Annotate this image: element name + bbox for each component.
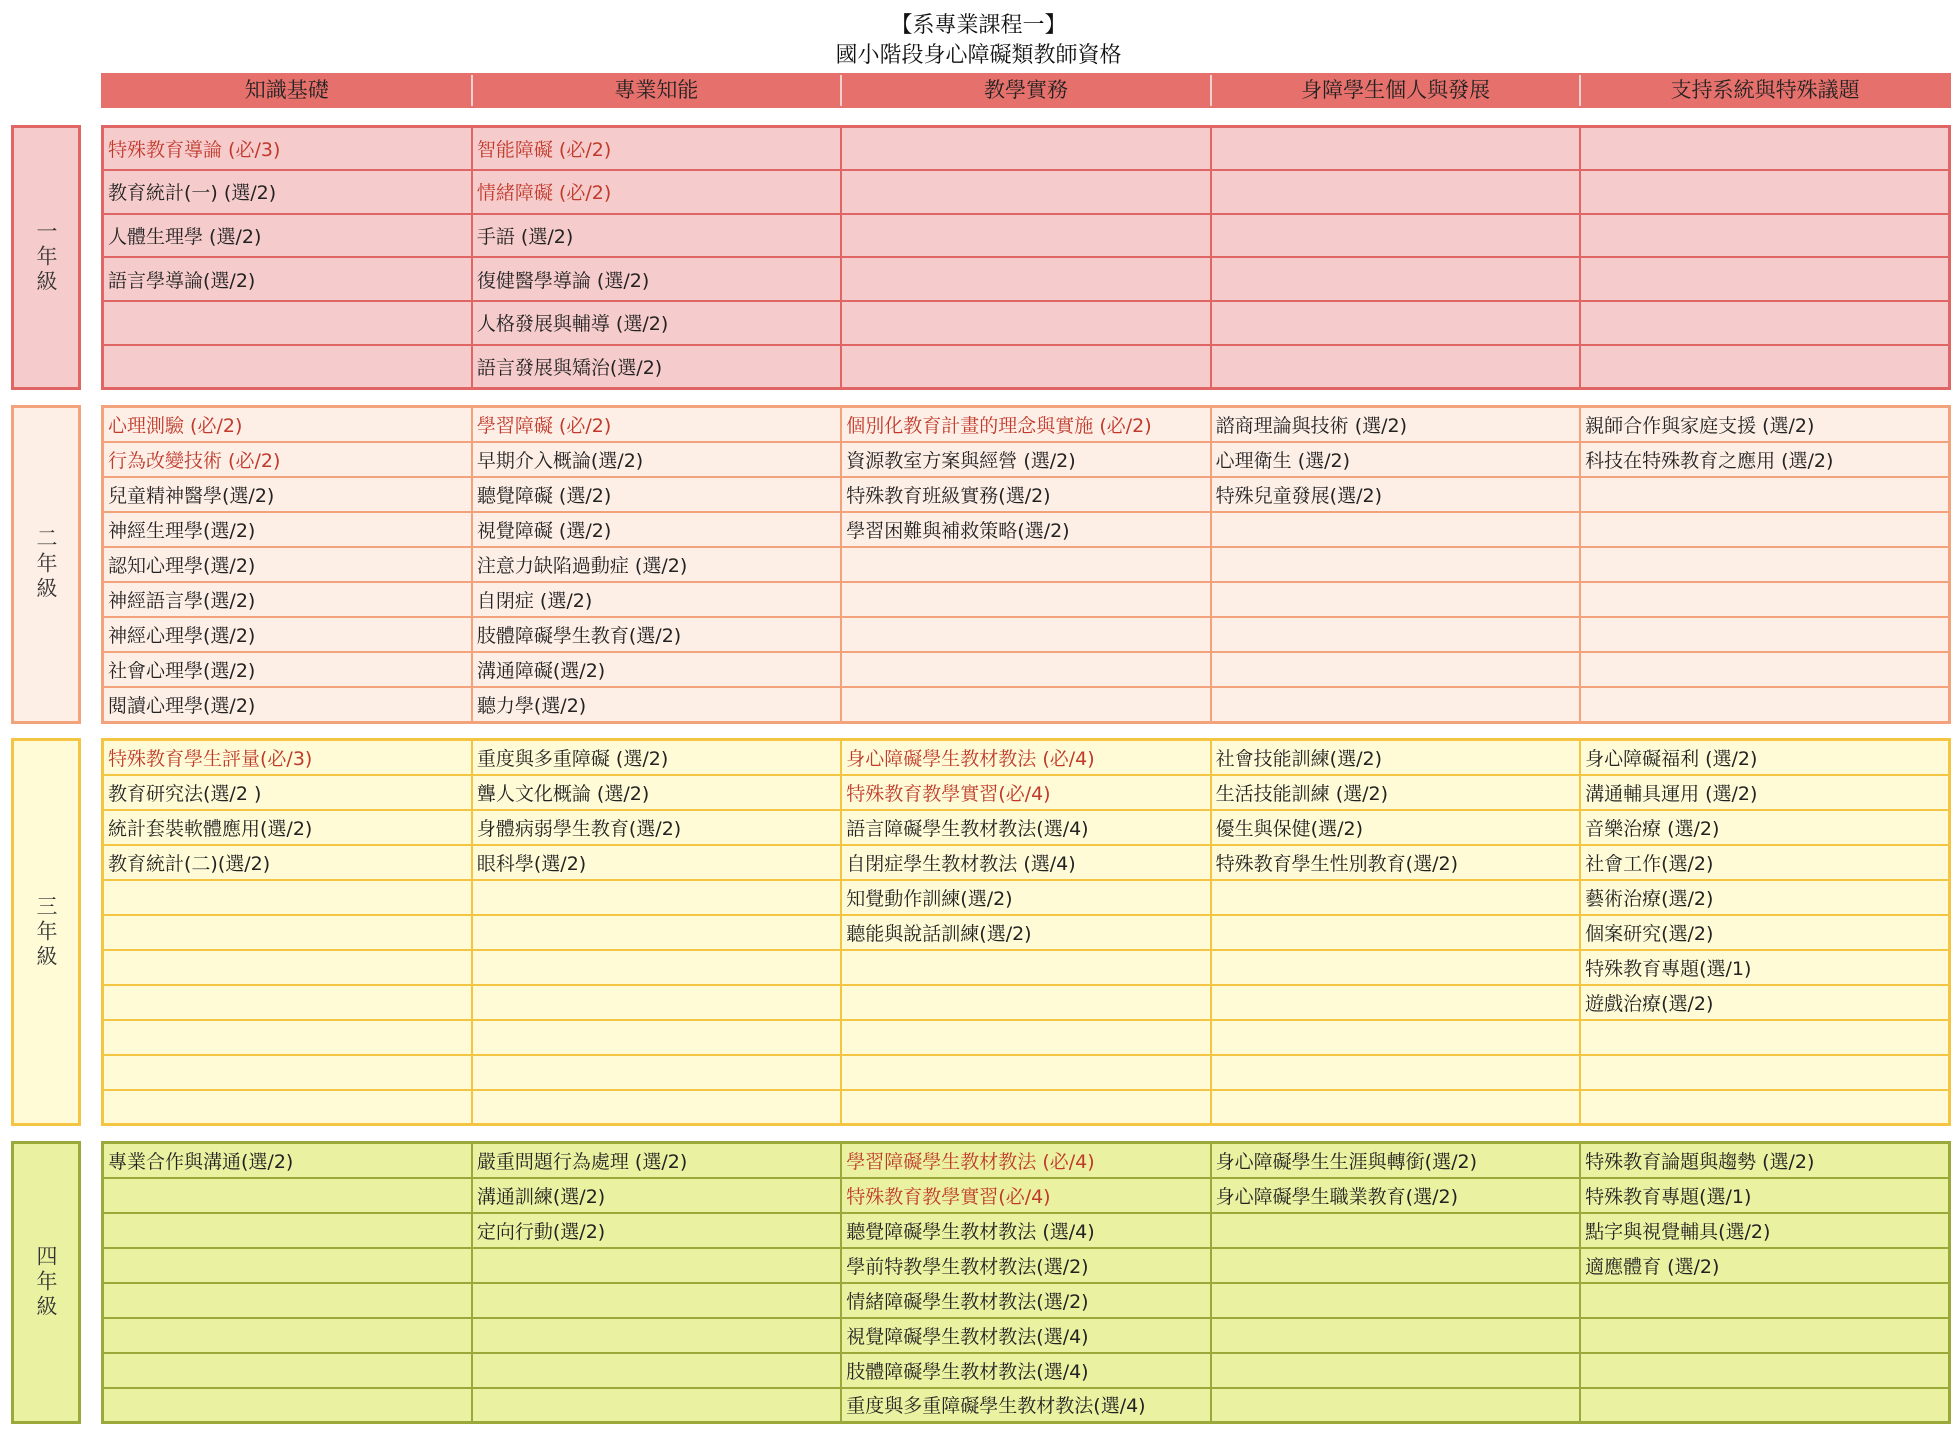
course-cell: 視覺障礙學生教材教法(選/4): [841, 1318, 1210, 1353]
course-cell: [1580, 1283, 1949, 1318]
course-cell: [1211, 345, 1580, 389]
course-cell: 教育統計(一) (選/2): [103, 170, 472, 214]
course-cell: 遊戲治療(選/2): [1580, 985, 1949, 1020]
course-cell: [841, 257, 1210, 301]
course-cell: 認知心理學(選/2): [103, 547, 472, 582]
course-cell: 肢體障礙學生教材教法(選/4): [841, 1353, 1210, 1388]
course-cell: [1211, 617, 1580, 652]
table-row: [103, 985, 1950, 1020]
year-label-text: 四年級: [34, 1245, 58, 1320]
table-row: [103, 442, 1950, 477]
column-header: 身障學生個人與發展: [1212, 75, 1582, 106]
year-label: [11, 738, 81, 1126]
course-cell: [1580, 687, 1949, 722]
course-cell: 個別化教育計畫的理念與實施 (必/2): [841, 407, 1210, 442]
course-cell: [1580, 477, 1949, 512]
title-bracket-line: 【系專業課程一】: [890, 13, 1067, 38]
course-cell: [472, 985, 841, 1020]
column-header: 教學實務: [842, 75, 1212, 106]
table-row: [103, 214, 1950, 258]
course-cell: 溝通訓練(選/2): [472, 1178, 841, 1213]
course-cell: 重度與多重障礙 (選/2): [472, 740, 841, 775]
course-cell: [1580, 345, 1949, 389]
course-cell: [1211, 1055, 1580, 1090]
table-row: [103, 1090, 1950, 1125]
course-cell: [103, 1388, 472, 1423]
course-cell: [103, 301, 472, 345]
course-cell: [841, 214, 1210, 258]
course-cell: 定向行動(選/2): [472, 1213, 841, 1248]
course-cell: 身心障礙學生教材教法 (必/4): [841, 740, 1210, 775]
column-header: 支持系統與特殊議題: [1670, 78, 1860, 102]
year-course-table: [101, 1141, 1951, 1424]
course-cell: 注意力缺陷過動症 (選/2): [472, 547, 841, 582]
course-cell: 身心障礙福利 (選/2): [1580, 740, 1949, 775]
course-cell: [472, 1318, 841, 1353]
course-cell: [1211, 687, 1580, 722]
course-cell: [1211, 512, 1580, 547]
course-cell: [1580, 1090, 1949, 1125]
table-row: [103, 950, 1950, 985]
table-row: [103, 617, 1950, 652]
course-cell: 復健醫學導論 (選/2): [472, 257, 841, 301]
course-cell: [1580, 617, 1949, 652]
table-row: [103, 810, 1950, 845]
course-cell: 音樂治療 (選/2): [1580, 810, 1949, 845]
course-cell: [103, 345, 472, 389]
course-cell: [472, 915, 841, 950]
course-cell: 教育研究法(選/2 ): [103, 775, 472, 810]
course-cell: 聽能與說話訓練(選/2): [841, 915, 1210, 950]
course-cell: [1211, 547, 1580, 582]
course-cell: 社會技能訓練(選/2): [1211, 740, 1580, 775]
course-cell: 特殊教育論題與趨勢 (選/2): [1580, 1143, 1949, 1178]
course-cell: 特殊教育導論 (必/3): [103, 127, 472, 171]
course-cell: [1211, 1388, 1580, 1423]
course-cell: 智能障礙 (必/2): [472, 127, 841, 171]
course-cell: 神經心理學(選/2): [103, 617, 472, 652]
course-cell: 諮商理論與技術 (選/2): [1211, 407, 1580, 442]
course-cell: [841, 687, 1210, 722]
table-row: [103, 257, 1950, 301]
course-cell: 兒童精神醫學(選/2): [103, 477, 472, 512]
table-row: [103, 127, 1950, 171]
course-cell: 社會工作(選/2): [1580, 845, 1949, 880]
course-cell: 特殊教育教學實習(必/4): [841, 775, 1210, 810]
course-cell: 科技在特殊教育之應用 (選/2): [1580, 442, 1949, 477]
course-cell: 學習困難與補救策略(選/2): [841, 512, 1210, 547]
course-cell: [1580, 301, 1949, 345]
course-cell: 生活技能訓練 (選/2): [1211, 775, 1580, 810]
column-header: 知識基礎: [103, 75, 473, 106]
course-cell: [841, 1055, 1210, 1090]
course-cell: 適應體育 (選/2): [1580, 1248, 1949, 1283]
course-cell: 嚴重問題行為處理 (選/2): [472, 1143, 841, 1178]
table-row: [103, 547, 1950, 582]
course-cell: 行為改變技術 (必/2): [103, 442, 472, 477]
course-cell: [1580, 1388, 1949, 1423]
table-row: [103, 915, 1950, 950]
course-cell: [1211, 1318, 1580, 1353]
course-cell: 心理測驗 (必/2): [103, 407, 472, 442]
course-cell: 語言發展與矯治(選/2): [472, 345, 841, 389]
course-cell: [841, 985, 1210, 1020]
course-cell: [103, 1283, 472, 1318]
course-cell: [1211, 1283, 1580, 1318]
course-cell: [1580, 127, 1949, 171]
course-cell: [1211, 1213, 1580, 1248]
table-row: [103, 1055, 1950, 1090]
table-row: [103, 1283, 1950, 1318]
course-cell: 身心障礙學生職業教育(選/2): [1211, 1178, 1580, 1213]
table-row: [103, 740, 1950, 775]
course-cell: [103, 880, 472, 915]
course-cell: [841, 1020, 1210, 1055]
course-cell: 聾人文化概論 (選/2): [472, 775, 841, 810]
course-cell: 人格發展與輔導 (選/2): [472, 301, 841, 345]
course-cell: [103, 1020, 472, 1055]
course-cell: [1211, 1353, 1580, 1388]
course-cell: 知覺動作訓練(選/2): [841, 880, 1210, 915]
year-label: [11, 1141, 81, 1424]
course-cell: 聽力學(選/2): [472, 687, 841, 722]
course-cell: 社會心理學(選/2): [103, 652, 472, 687]
course-cell: [103, 1213, 472, 1248]
course-cell: 專業合作與溝通(選/2): [103, 1143, 472, 1178]
course-cell: 學習障礙學生教材教法 (必/4): [841, 1143, 1210, 1178]
course-cell: [1580, 257, 1949, 301]
table-row: [103, 1318, 1950, 1353]
table-row: [103, 477, 1950, 512]
course-cell: [1580, 1318, 1949, 1353]
column-header: 專業知能: [473, 75, 843, 106]
course-cell: [1580, 1020, 1949, 1055]
table-row: [103, 1248, 1950, 1283]
table-row: [103, 687, 1950, 722]
course-cell: 藝術治療(選/2): [1580, 880, 1949, 915]
course-cell: 特殊教育學生評量(必/3): [103, 740, 472, 775]
course-cell: 神經生理學(選/2): [103, 512, 472, 547]
course-cell: 情緒障礙 (必/2): [472, 170, 841, 214]
course-cell: 特殊教育專題(選/1): [1580, 1178, 1949, 1213]
course-cell: 神經語言學(選/2): [103, 582, 472, 617]
course-cell: [1211, 1090, 1580, 1125]
year-course-table: [101, 738, 1951, 1126]
course-cell: [103, 1248, 472, 1283]
course-cell: [472, 1248, 841, 1283]
course-cell: [1211, 1248, 1580, 1283]
table-row: [103, 1178, 1950, 1213]
year-label: [11, 405, 81, 724]
course-cell: 閱讀心理學(選/2): [103, 687, 472, 722]
course-cell: [1211, 1020, 1580, 1055]
course-cell: [841, 617, 1210, 652]
table-row: [103, 301, 1950, 345]
course-cell: [841, 170, 1210, 214]
course-cell: 身體病弱學生教育(選/2): [472, 810, 841, 845]
course-cell: [841, 950, 1210, 985]
course-cell: 視覺障礙 (選/2): [472, 512, 841, 547]
course-cell: [1211, 582, 1580, 617]
course-cell: 優生與保健(選/2): [1211, 810, 1580, 845]
course-cell: [1211, 170, 1580, 214]
course-cell: [1580, 170, 1949, 214]
course-cell: 特殊教育學生性別教育(選/2): [1211, 845, 1580, 880]
course-cell: [1580, 214, 1949, 258]
course-cell: [841, 547, 1210, 582]
course-cell: 個案研究(選/2): [1580, 915, 1949, 950]
year-label-text: 二年級: [34, 527, 58, 602]
course-cell: 自閉症學生教材教法 (選/4): [841, 845, 1210, 880]
course-cell: [1211, 950, 1580, 985]
course-cell: [103, 1178, 472, 1213]
table-row: [103, 1143, 1950, 1178]
course-cell: 溝通障礙(選/2): [472, 652, 841, 687]
course-cell: [841, 582, 1210, 617]
course-cell: [841, 301, 1210, 345]
table-row: [103, 880, 1950, 915]
course-cell: [1211, 257, 1580, 301]
course-cell: 特殊教育專題(選/1): [1580, 950, 1949, 985]
course-cell: 點字與視覺輔具(選/2): [1580, 1213, 1949, 1248]
course-cell: [1580, 582, 1949, 617]
course-cell: [1580, 547, 1949, 582]
course-cell: 聽覺障礙 (選/2): [472, 477, 841, 512]
year-label-text: 三年級: [34, 894, 58, 970]
table-row: [103, 1353, 1950, 1388]
course-cell: [1211, 127, 1580, 171]
course-cell: [1211, 214, 1580, 258]
course-cell: 重度與多重障礙學生教材教法(選/4): [841, 1388, 1210, 1423]
course-cell: 人體生理學 (選/2): [103, 214, 472, 258]
course-cell: 肢體障礙學生教育(選/2): [472, 617, 841, 652]
course-cell: [472, 880, 841, 915]
course-cell: [103, 950, 472, 985]
course-cell: [472, 1353, 841, 1388]
year-label-text: 一年級: [34, 220, 58, 295]
course-cell: 溝通輔具運用 (選/2): [1580, 775, 1949, 810]
course-cell: 語言學導論(選/2): [103, 257, 472, 301]
year-label: [11, 125, 81, 390]
course-cell: 親師合作與家庭支援 (選/2): [1580, 407, 1949, 442]
course-cell: [1211, 301, 1580, 345]
table-row: [103, 345, 1950, 389]
course-cell: [103, 1090, 472, 1125]
year-course-table: [101, 125, 1951, 390]
table-row: [103, 1213, 1950, 1248]
course-cell: [103, 985, 472, 1020]
course-cell: [841, 1090, 1210, 1125]
course-cell: [472, 950, 841, 985]
course-cell: [472, 1090, 841, 1125]
table-row: [103, 512, 1950, 547]
course-cell: [1580, 652, 1949, 687]
table-row: [103, 775, 1950, 810]
course-cell: [1580, 1055, 1949, 1090]
course-cell: 教育統計(二)(選/2): [103, 845, 472, 880]
table-row: [103, 407, 1950, 442]
course-cell: 眼科學(選/2): [472, 845, 841, 880]
course-cell: 自閉症 (選/2): [472, 582, 841, 617]
course-cell: [841, 127, 1210, 171]
table-row: [103, 582, 1950, 617]
course-cell: 聽覺障礙學生教材教法 (選/4): [841, 1213, 1210, 1248]
table-row: [103, 170, 1950, 214]
course-cell: 學前特教學生教材教法(選/2): [841, 1248, 1210, 1283]
course-cell: 特殊教育教學實習(必/4): [841, 1178, 1210, 1213]
course-cell: 早期介入概論(選/2): [472, 442, 841, 477]
course-cell: 手語 (選/2): [472, 214, 841, 258]
course-cell: [1211, 880, 1580, 915]
year-course-table: [101, 405, 1951, 724]
course-cell: [103, 1318, 472, 1353]
course-cell: 特殊教育班級實務(選/2): [841, 477, 1210, 512]
course-cell: [103, 1055, 472, 1090]
course-cell: [1211, 985, 1580, 1020]
course-cell: [1580, 1353, 1949, 1388]
course-cell: 學習障礙 (必/2): [472, 407, 841, 442]
table-row: [103, 1020, 1950, 1055]
course-cell: 特殊兒童發展(選/2): [1211, 477, 1580, 512]
course-cell: [472, 1388, 841, 1423]
course-cell: [472, 1020, 841, 1055]
course-cell: 身心障礙學生生涯與轉銜(選/2): [1211, 1143, 1580, 1178]
course-cell: [472, 1283, 841, 1318]
course-cell: [472, 1055, 841, 1090]
table-row: [103, 652, 1950, 687]
course-cell: 情緒障礙學生教材教法(選/2): [841, 1283, 1210, 1318]
course-cell: [103, 1353, 472, 1388]
table-row: [103, 1388, 1950, 1423]
course-cell: 語言障礙學生教材教法(選/4): [841, 810, 1210, 845]
course-cell: [1211, 652, 1580, 687]
course-cell: [841, 345, 1210, 389]
course-cell: [1211, 915, 1580, 950]
course-cell: [1580, 512, 1949, 547]
table-row: [103, 845, 1950, 880]
course-cell: 心理衛生 (選/2): [1211, 442, 1580, 477]
course-cell: 資源教室方案與經營 (選/2): [841, 442, 1210, 477]
page-title: 國小階段身心障礙類教師資格: [835, 43, 1122, 68]
column-header-row: [101, 73, 1951, 108]
course-cell: [841, 652, 1210, 687]
course-cell: [103, 915, 472, 950]
course-cell: 統計套裝軟體應用(選/2): [103, 810, 472, 845]
